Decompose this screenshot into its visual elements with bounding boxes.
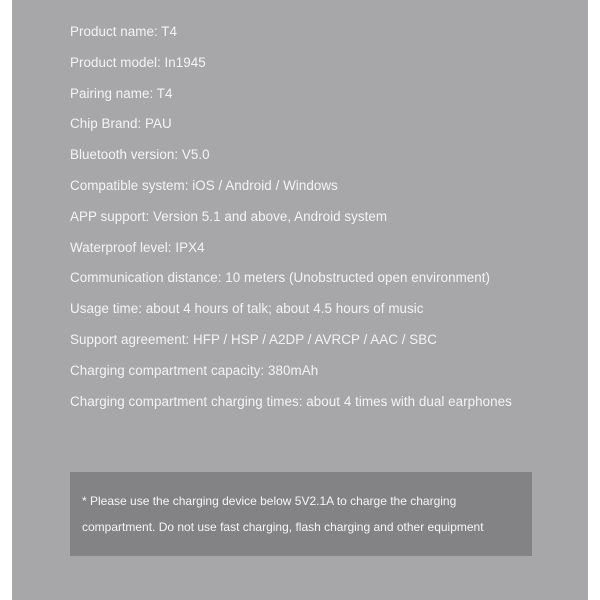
spec-waterproof-level: Waterproof level: IPX4: [70, 239, 205, 255]
spec-charging-times: Charging compartment charging times: about 4 times with dual earphones: [70, 393, 512, 409]
charging-notice-line-1: * Please use the charging device below 5V2.1A to charge the charging: [82, 494, 457, 508]
spec-list: [70, 22, 512, 422]
spec-bluetooth-version: Bluetooth version: V5.0: [70, 147, 210, 163]
spec-pairing-name: Pairing name: T4: [70, 85, 173, 101]
charging-notice-line-2: compartment. Do not use fast charging, flash charging and other equipment: [82, 520, 484, 534]
spec-support-agreement: Support agreement: HFP / HSP / A2DP / AVRCP / AAC / SBC: [70, 331, 437, 347]
spec-communication-distance: Communication distance: 10 meters (Unobstructed open environment): [70, 270, 491, 286]
spec-charging-capacity: Charging compartment capacity: 380mAh: [70, 362, 319, 378]
spec-product-model: Product model: In1945: [70, 54, 206, 70]
spec-panel: [12, 0, 588, 600]
spec-app-support: APP support: Version 5.1 and above, Android system: [70, 208, 388, 224]
spec-compatible-system: Compatible system: iOS / Android / Windows: [70, 177, 338, 193]
spec-usage-time: Usage time: about 4 hours of talk; about 4.5 hours of music: [70, 301, 424, 317]
spec-chip-brand: Chip Brand: PAU: [70, 116, 172, 132]
spec-product-name: Product name: T4: [70, 24, 177, 39]
charging-notice: [70, 472, 532, 556]
